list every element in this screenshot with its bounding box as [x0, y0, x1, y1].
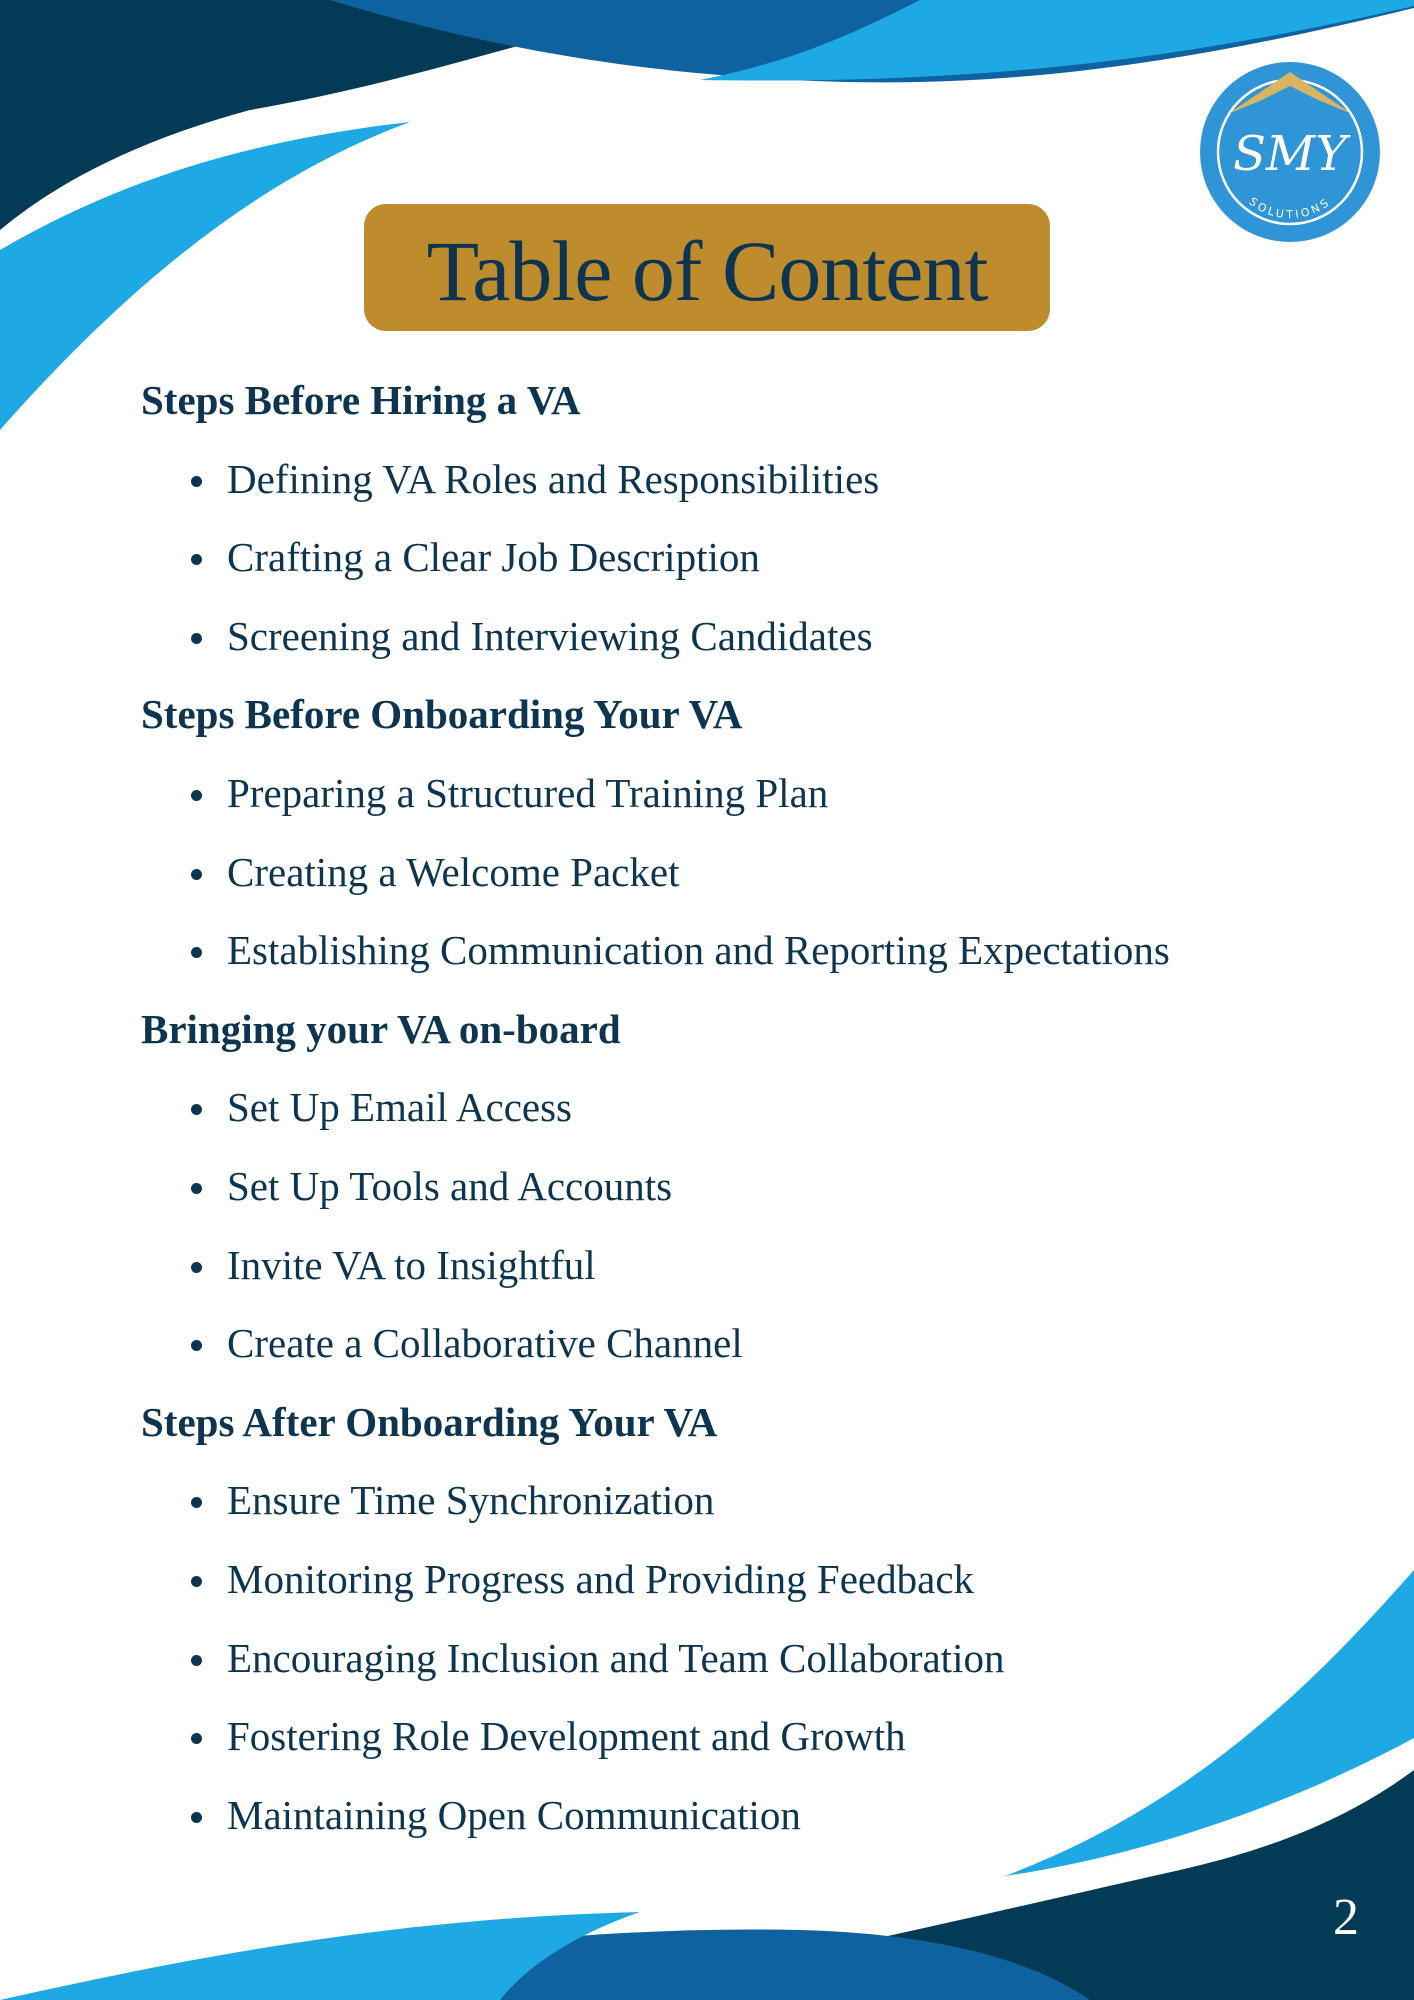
- logo-name: SMY: [1233, 126, 1347, 182]
- section-heading: Steps Before Hiring a VA: [141, 377, 581, 423]
- list-item: Set Up Email Access: [141, 1079, 1341, 1158]
- title-banner: [364, 204, 1050, 331]
- list-item: Fostering Role Development and Growth: [141, 1708, 1341, 1787]
- page-title: Table of Content: [426, 222, 988, 319]
- list-item: Creating a Welcome Packet: [141, 844, 1341, 923]
- list-item: Monitoring Progress and Providing Feedback: [141, 1551, 1341, 1630]
- list-item: Ensure Time Synchronization: [141, 1472, 1341, 1551]
- toc-section-onboard: [141, 1001, 1341, 1394]
- toc-section-pre-onboarding: [141, 686, 1341, 1000]
- smy-solutions-logo: [1190, 52, 1390, 252]
- toc-section-post-onboarding: [141, 1394, 1341, 1866]
- list-item: Crafting a Clear Job Description: [141, 529, 1341, 608]
- section-list: [141, 451, 1341, 687]
- table-of-contents: [141, 372, 1341, 1865]
- section-list: [141, 1472, 1341, 1865]
- list-item: Create a Collaborative Channel: [141, 1315, 1341, 1394]
- section-heading: Steps Before Onboarding Your VA: [141, 691, 743, 738]
- list-item: Invite VA to Insightful: [141, 1237, 1341, 1316]
- section-heading: Steps After Onboarding Your VA: [141, 1398, 718, 1445]
- list-item: Set Up Tools and Accounts: [141, 1158, 1341, 1237]
- section-heading: Bringing your VA on-board: [141, 1005, 621, 1052]
- logo-subtitle: SOLUTIONS: [1246, 194, 1334, 222]
- list-item: Encouraging Inclusion and Team Collaboration: [141, 1630, 1341, 1709]
- page-number: 2: [1333, 1889, 1359, 1946]
- section-list: [141, 1079, 1341, 1393]
- list-item: Maintaining Open Communication: [141, 1787, 1341, 1866]
- list-item: Establishing Communication and Reporting Expectations: [141, 922, 1341, 1001]
- toc-section-hiring: [141, 372, 1341, 686]
- section-list: [141, 765, 1341, 1001]
- list-item: Screening and Interviewing Candidates: [141, 608, 1341, 687]
- list-item: Preparing a Structured Training Plan: [141, 765, 1341, 844]
- list-item: Defining VA Roles and Responsibilities: [141, 451, 1341, 530]
